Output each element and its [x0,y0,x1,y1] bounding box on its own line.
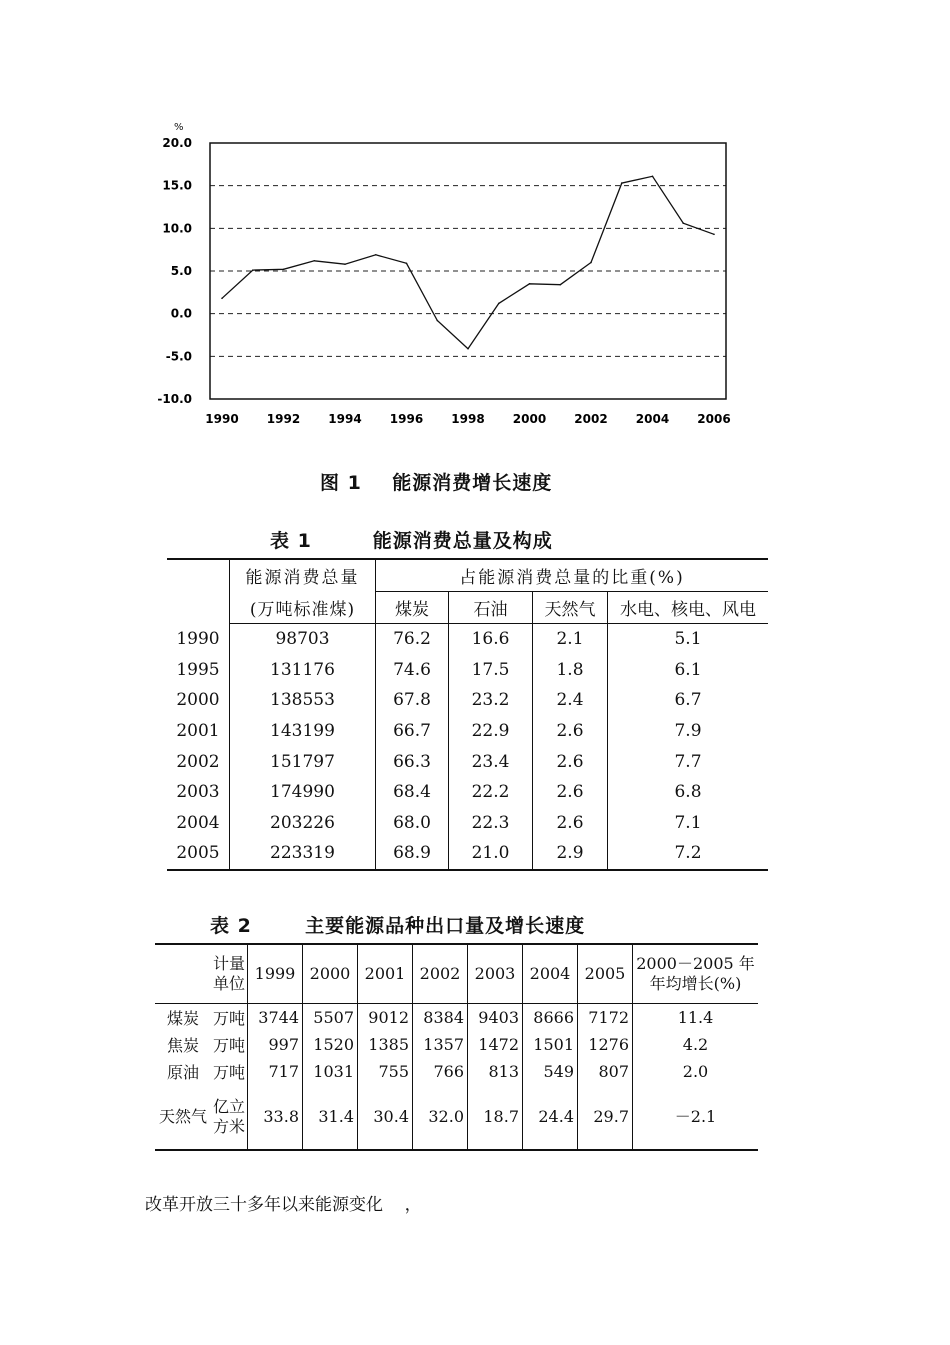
unit-cell [211,1058,248,1085]
data-point [529,283,531,285]
table-row [155,1031,758,1058]
table-1-caption: 表 1 能源消费总量及构成 [270,530,553,552]
oil-header: 石油 [449,592,533,624]
table-cell: 68.9 [376,838,449,870]
x-tick-label: 2004 [635,412,670,426]
table-cell: 143199 [230,716,376,747]
table-cell: 9012 [358,1004,413,1032]
energy-growth-line-chart [140,118,740,438]
product-name-cell: 天然气 [155,1085,211,1150]
table-row [167,808,768,839]
table-cell: 1472 [468,1031,523,1058]
table-cell: 8666 [523,1004,578,1032]
table-cell: 30.4 [358,1085,413,1150]
table-cell: 2.9 [533,838,608,870]
y-unit-label: % [174,122,184,133]
x-tick-label: 2006 [697,412,731,426]
year-header: 2000 [303,944,358,1004]
table-cell: 2.6 [533,777,608,808]
data-point [221,298,223,300]
table-cell: 766 [413,1058,468,1085]
table-cell: 1276 [578,1031,633,1058]
table-cell: 18.7 [468,1085,523,1150]
avg-growth-header-line: 2000－2005 年 [636,954,755,973]
table-cell: 22.3 [449,808,533,839]
avg-growth-header-line: 年均增长(%) [649,974,742,993]
table-row [167,624,768,655]
unit-header-line2: 单位 [212,974,245,993]
table-row [167,655,768,686]
product-name-cell: 煤炭 [166,1009,199,1028]
y-tick-label: -5.0 [165,349,192,364]
year-header: 2003 [468,944,523,1004]
table-cell: 32.0 [413,1085,468,1150]
y-tick-label: 5.0 [170,264,192,278]
y-tick-label: 0.0 [170,306,192,321]
y-tick-label: 10.0 [162,221,192,236]
data-point [252,269,254,271]
data-point [621,182,623,184]
row-year-cell: 2002 [167,746,230,777]
body-paragraph: 改革开放三十多年以来能源变化 ， [145,1195,422,1215]
total-consumption-header-line2: (万吨标准煤) [230,592,376,624]
table-cell: 24.4 [523,1085,578,1150]
table-cell: 2.6 [533,808,608,839]
table-cell: 2.6 [533,716,608,747]
table-cell: 1520 [303,1031,358,1058]
data-point [313,260,315,262]
table-cell: 7.7 [674,751,702,772]
coal-header: 煤炭 [376,592,449,624]
table-cell: 8384 [413,1004,468,1032]
row-year-cell: 1995 [167,655,230,686]
avg-growth-header [633,944,759,1004]
gas-header: 天然气 [533,592,608,624]
table-cell: 68.4 [376,777,449,808]
table-cell: 807 [578,1058,633,1085]
table-cell: 7.2 [608,838,769,870]
table-cell: 7.9 [674,721,702,742]
table-cell: 76.2 [376,624,449,655]
unit-text: 亿立 [212,1097,245,1116]
table-cell: 3744 [248,1004,303,1032]
x-tick-label: 1998 [451,412,485,426]
plot-frame [210,143,726,399]
table-cell: 6.7 [674,690,702,711]
table-cell: 31.4 [303,1085,358,1150]
table-cell: 755 [358,1058,413,1085]
unit-cell [211,1085,248,1150]
data-point [344,263,346,265]
data-point [283,268,285,270]
unit-text: 万吨 [212,1036,245,1055]
x-tick-label: 1990 [205,412,239,426]
row-year-cell: 2000 [167,685,230,716]
table-cell: 6.1 [674,659,702,680]
table-cell: 66.7 [376,716,449,747]
product-name-cell: 焦炭 [166,1036,199,1055]
x-tick-labels [205,412,730,426]
table-cell: 67.8 [376,685,449,716]
y-tick-label: 15.0 [162,178,192,193]
table-cell: 1031 [303,1058,358,1085]
table-cell: 2.6 [533,746,608,777]
year-header: 1999 [248,944,303,1004]
table-row [155,1004,758,1032]
table-cell: 33.8 [248,1085,303,1150]
energy-consumption-table [167,558,768,871]
unit-cell [211,1031,248,1058]
table-cell: 223319 [230,838,376,870]
x-tick-label: 1996 [389,412,424,426]
table-cell: 174990 [230,777,376,808]
row-year-cell: 2003 [167,777,230,808]
year-header: 2002 [413,944,468,1004]
total-consumption-header-line1: 能源消费总量 [230,559,376,592]
data-point [652,175,654,177]
table-row [167,838,768,870]
table-cell: 21.0 [449,838,533,870]
table-cell: 17.5 [449,655,533,686]
table-cell: 2.1 [533,624,608,655]
row-year-cell: 2005 [167,838,230,870]
unit-text: 万吨 [212,1009,245,1028]
table-row [155,1085,758,1150]
table-cell: 138553 [230,685,376,716]
table-cell: 997 [248,1031,303,1058]
unit-cell [211,1004,248,1032]
row-year-cell: 2001 [167,716,230,747]
y-tick-label: -10.0 [157,392,192,406]
table-2-caption: 表 2 主要能源品种出口量及增长速度 [210,915,586,937]
product-name-cell: 原油 [166,1063,199,1082]
table-row [155,1058,758,1085]
year-header: 2004 [523,944,578,1004]
energy-export-table [155,943,758,1151]
year-column-header [167,559,230,624]
figure-1-caption: 图 1 能源消费增长速度 [320,472,553,494]
data-point [559,284,561,286]
table-cell: 131176 [230,655,376,686]
table-cell: 7.1 [674,812,702,833]
table-cell: 1385 [358,1031,413,1058]
table-cell: 1501 [523,1031,578,1058]
table-cell: 151797 [230,746,376,777]
unit-header-line1: 计量 [212,954,245,973]
chart-grid [210,186,726,357]
avg-growth-cell: 11.4 [677,1008,714,1027]
data-point [406,263,408,265]
avg-growth-cell: 2.0 [682,1062,709,1081]
x-tick-label: 1994 [328,412,362,426]
table-cell: 813 [468,1058,523,1085]
y-tick-labels [157,136,192,406]
table-cell: 98703 [230,624,376,655]
table-cell: 68.0 [376,808,449,839]
table-cell: 1.8 [533,655,608,686]
data-point [436,320,438,322]
year-header: 2001 [358,944,413,1004]
table-cell: 9403 [468,1004,523,1032]
year-header: 2005 [578,944,633,1004]
avg-growth-cell: －2.1 [633,1085,759,1150]
row-year-cell: 1990 [167,624,230,655]
data-point [682,222,684,224]
x-tick-label: 1992 [266,412,301,426]
data-point [375,254,377,256]
x-tick-label: 2002 [574,412,608,426]
table-cell: 22.2 [449,777,533,808]
table-cell: 16.6 [449,624,533,655]
row-year-cell: 2004 [167,808,230,839]
data-point [713,234,715,236]
table-cell: 7172 [578,1004,633,1032]
table-cell: 74.6 [376,655,449,686]
table-cell: 1357 [413,1031,468,1058]
x-tick-label: 2000 [512,412,547,426]
product-column-header [155,944,211,1004]
table-cell: 23.2 [449,685,533,716]
table-cell: 2.4 [533,685,608,716]
unit-text: 方米 [212,1117,245,1136]
data-point [498,303,500,305]
table-cell: 6.8 [674,782,702,803]
table-row [167,746,768,777]
data-points [221,175,715,349]
data-point [467,348,469,350]
data-point [590,262,592,264]
table-cell: 5507 [303,1004,358,1032]
table-cell: 66.3 [376,746,449,777]
table-cell: 717 [248,1058,303,1085]
avg-growth-cell: 4.2 [682,1035,709,1054]
unit-header [211,944,248,1004]
table-cell: 29.7 [578,1085,633,1150]
table-row [167,716,768,747]
share-header: 占能源消费总量的比重(%) [376,559,769,592]
y-tick-label: 20.0 [162,136,192,150]
series-line [222,176,714,348]
table-row [167,685,768,716]
table-cell: 549 [523,1058,578,1085]
table-cell: 5.1 [674,629,702,650]
unit-text: 万吨 [212,1063,245,1082]
table-cell: 22.9 [449,716,533,747]
hydro-nuclear-wind-header: 水电、核电、风电 [608,592,769,624]
table-cell: 203226 [230,808,376,839]
table-cell: 23.4 [449,746,533,777]
table-row [167,777,768,808]
